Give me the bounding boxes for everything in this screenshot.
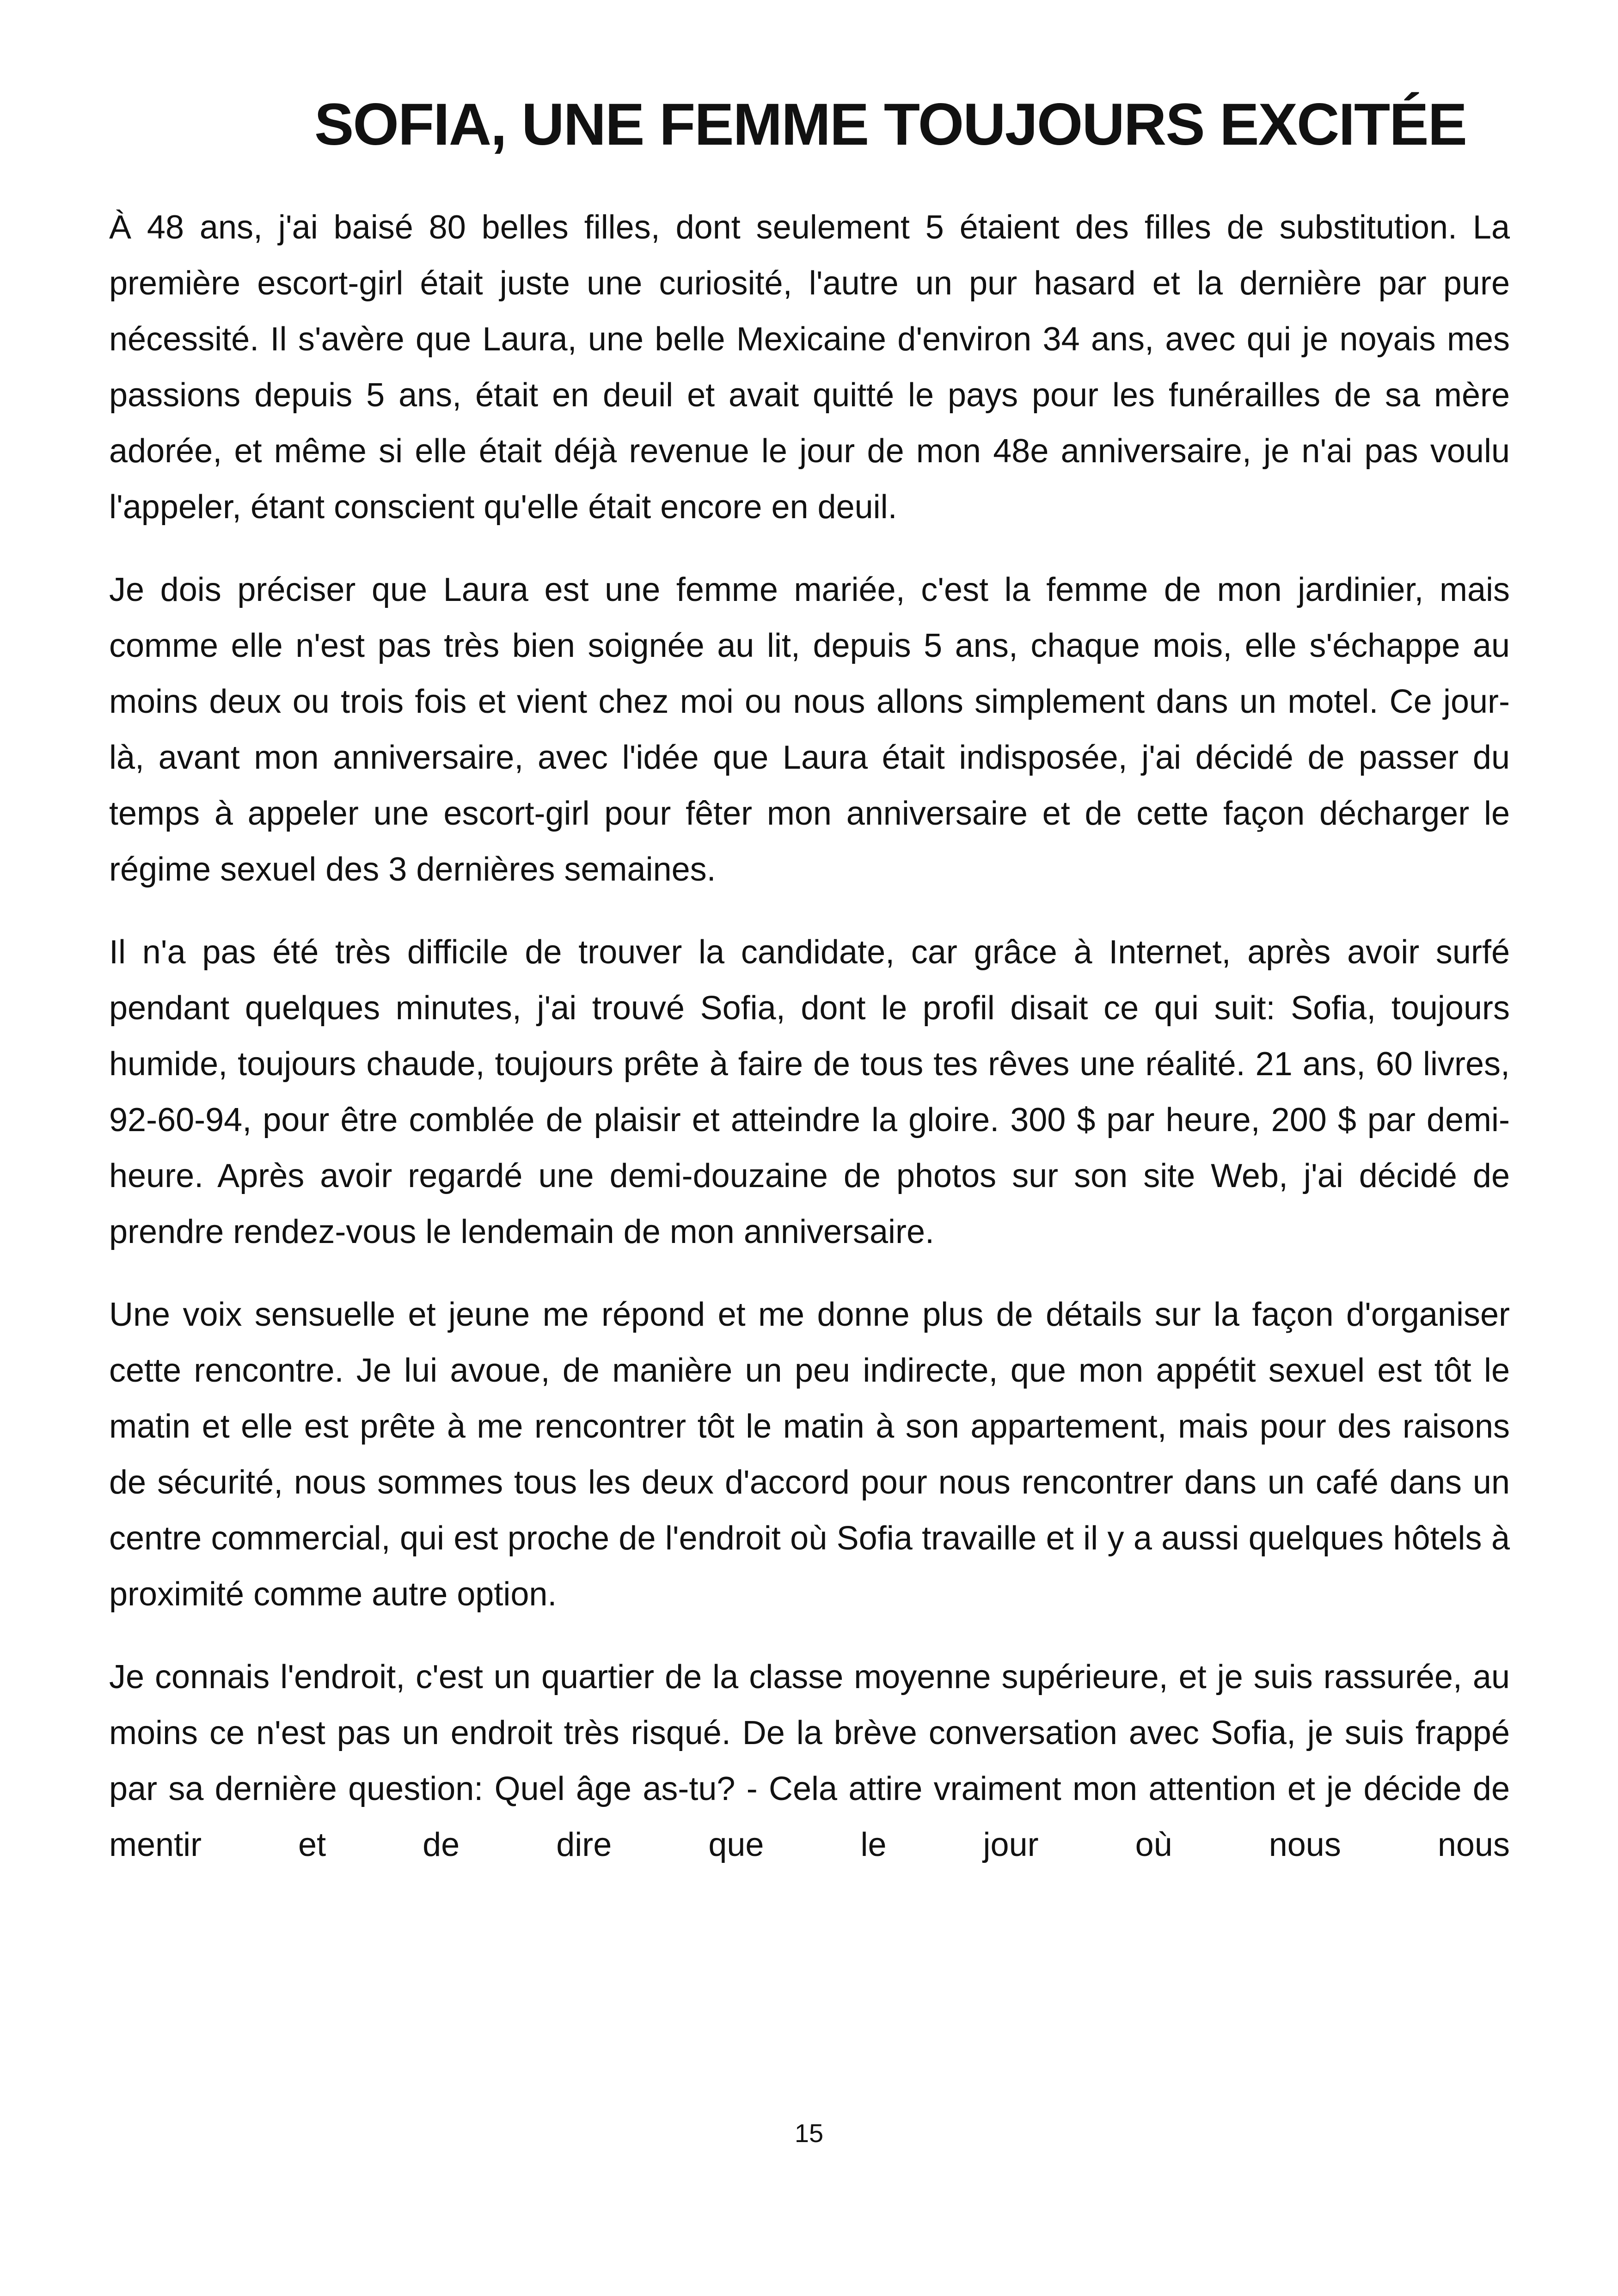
paragraph-2: Je dois préciser que Laura est une femme mariée, c'est la femme de mon jardinier, mais comme elle n'est pas très bien soignée au lit, depuis 5 ans, chaque mois, elle s'échappe au moins deux ou trois fois et vient chez moi ou nous allons simplement dans un motel. Ce jour-là, avant mon anniversaire, avec l'idée que Laura était indisposée, j'ai décidé de passer du temps à appeler une escort-girl pour fêter mon anniversaire et de cette façon décharger le régime sexuel des 3 dernières semaines. — [109, 571, 1510, 888]
paragraph-3: Il n'a pas été très difficile de trouver la candidate, car grâce à Internet, après avoir surfé pendant quelques minutes, j'ai trouvé Sofia, dont le profil disait ce qui suit: Sofia, toujours humide, toujours chaude, toujours prête à faire de tous tes rêves une réalité. 21 ans, 60 livres, 92-60-94, pour être comblée de plaisir et atteindre la gloire. 300 $ par heure, 200 $ par demi-heure. Après avoir regardé une demi-douzaine de photos sur son site Web, j'ai décidé de prendre rendez-vous le lendemain de mon anniversaire. — [109, 934, 1510, 1250]
paragraph-4: Une voix sensuelle et jeune me répond et me donne plus de détails sur la façon d'organiser cette rencontre. Je lui avoue, de manière un peu indirecte, que mon appétit sexuel est tôt le matin et elle est prête à me rencontrer tôt le matin à son appartement, mais pour des raisons de sécurité, nous sommes tous les deux d'accord pour nous rencontrer dans un café dans un centre commercial, qui est proche de l'endroit où Sofia travaille et il y a aussi quelques hôtels à proximité comme autre option. — [109, 1296, 1510, 1613]
page-title: SOFIA, UNE FEMME TOUJOURS EXCITÉE — [314, 92, 1466, 158]
page-number: 15 — [794, 2118, 824, 2148]
paragraph-1: À 48 ans, j'ai baisé 80 belles filles, dont seulement 5 étaient des filles de substitution. La première escort-girl était juste une curiosité, l'autre un pur hasard et la dernière par pure nécessité. Il s'avère que Laura, une belle Mexicaine d'environ 34 ans, avec qui je noyais mes passions depuis 5 ans, était en deuil et avait quitté le pays pour les funérailles de sa mère adorée, et même si elle était déjà revenue le jour de mon 48e anniversaire, je n'ai pas voulu l'appeler, étant conscient qu'elle était encore en deuil. — [109, 209, 1510, 526]
body-text — [109, 200, 1510, 1900]
paragraph-5: Je connais l'endroit, c'est un quartier de la classe moyenne supérieure, et je suis rassurée, au moins ce n'est pas un endroit très risqué. De la brève conversation avec Sofia, je suis frappé par sa dernière question: Quel âge as-tu? - Cela attire vraiment mon attention et je décide de mentir et de dire que le jour où nous nous — [109, 1659, 1510, 1863]
